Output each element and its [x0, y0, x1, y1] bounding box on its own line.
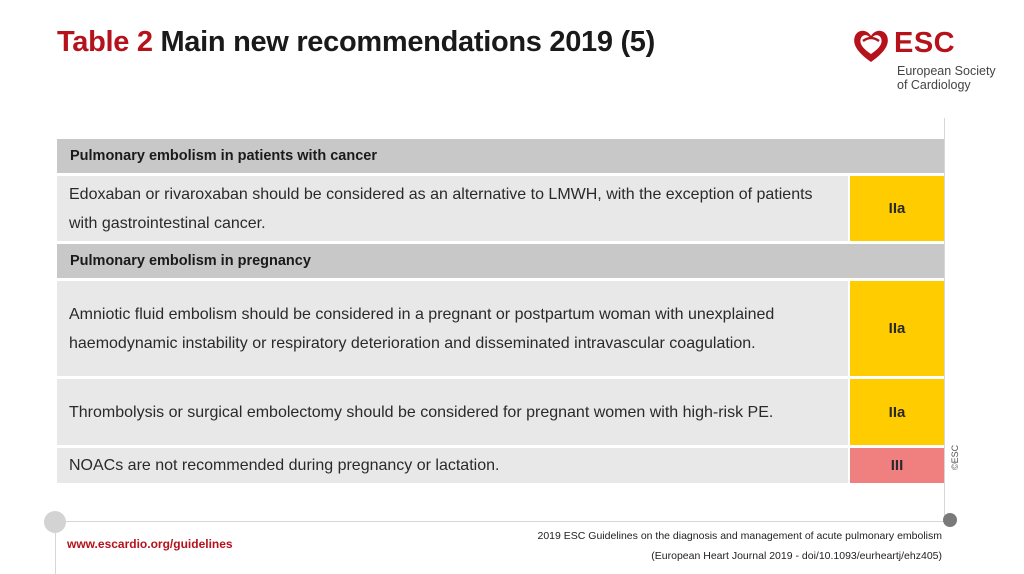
citation — [538, 526, 943, 566]
title-main: Main new recommendations 2019 (5) — [160, 26, 655, 58]
recommendation-text: Amniotic fluid embolism should be considered in a pregnant or postpartum woman with unexplained haemodynamic instability or respiratory deterioration and disseminated intravascular coagulation. — [57, 281, 848, 376]
slide-title — [57, 26, 655, 59]
recommendation-text: Thrombolysis or surgical embolectomy should be considered for pregnant women with high-risk PE. — [57, 379, 848, 445]
right-divider — [944, 118, 945, 523]
copyright-mark: ©ESC — [950, 444, 960, 470]
section-label: Pulmonary embolism in patients with cancer — [57, 139, 944, 173]
heart-icon — [851, 27, 891, 67]
table-row — [57, 176, 944, 241]
section-header-pregnancy — [57, 244, 944, 278]
logo-full-name — [897, 64, 1024, 92]
table-row — [57, 448, 944, 483]
title-tag: Table 2 — [57, 26, 153, 58]
section-header-cancer — [57, 139, 944, 173]
class-badge: IIa — [850, 281, 944, 376]
recommendation-text: Edoxaban or rivaroxaban should be considered as an alternative to LMWH, with the exception of patients with gastrointestinal cancer. — [57, 176, 848, 241]
class-badge: IIa — [850, 176, 944, 241]
logo-full-line2: of Cardiology — [897, 78, 971, 92]
guidelines-link[interactable]: www.escardio.org/guidelines — [67, 537, 233, 551]
logo-abbr: ESC — [894, 27, 956, 59]
citation-doi: (European Heart Journal 2019 - doi/10.1093/eurheartj/ehz405) — [651, 550, 942, 562]
class-badge: IIa — [850, 379, 944, 445]
citation-title: 2019 ESC Guidelines on the diagnosis and management of acute pulmonary embolism — [537, 530, 942, 542]
recommendation-text: NOACs are not recommended during pregnancy or lactation. — [57, 448, 848, 483]
footer-left-divider — [55, 530, 56, 574]
esc-logo — [851, 27, 1011, 97]
table-row — [57, 379, 944, 445]
section-label: Pulmonary embolism in pregnancy — [57, 244, 944, 278]
table-row — [57, 281, 944, 376]
left-dot-decoration — [44, 511, 66, 533]
right-dot-decoration — [943, 513, 957, 527]
class-badge: III — [850, 448, 944, 483]
footer-divider — [57, 521, 950, 522]
recommendations-table — [57, 139, 944, 483]
logo-full-line1: European Society — [897, 64, 996, 78]
